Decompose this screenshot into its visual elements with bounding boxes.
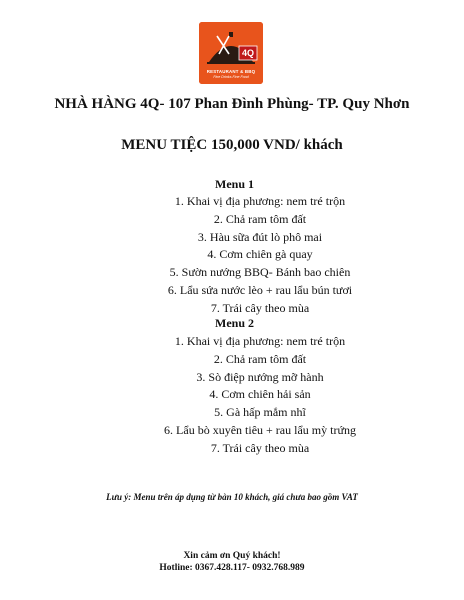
menu-1-list (160, 193, 360, 318)
hotline-text: Hotline: 0367.428.117- 0932.768.989 (159, 563, 305, 573)
menu-1-item: 6. Lẩu sứa nước lèo + rau lẩu bún tươi (167, 282, 353, 297)
logo-badge-number: 4Q (241, 48, 254, 58)
pricing-note: Lưu ý: Menu trên áp dụng từ bàn 10 khách, giá chưa bao gồm VAT (106, 492, 358, 502)
menu-1-item: 1. Khai vị địa phương: nem tré trộn (174, 194, 346, 208)
menu-1-item: 4. Cơm chiên gà quay (207, 247, 313, 262)
thank-you-text: Xin cảm ơn Quý khách! (183, 551, 281, 561)
menu-1-item: 5. Sườn nướng BBQ- Bánh bao chiên (169, 265, 351, 280)
menu-price-subtitle: MENU TIỆC 150,000 VND/ khách (121, 137, 343, 153)
menu-2-item: 7. Trái cây theo mùa (210, 440, 310, 455)
menu-1-item: 2. Chả ram tôm đất (213, 211, 307, 226)
menu-1-item: 7. Trái cây theo mùa (210, 300, 310, 315)
menu-2-list (160, 333, 360, 458)
menu-2-item: 4. Cơm chiên hải sản (209, 387, 311, 402)
page-title: NHÀ HÀNG 4Q- 107 Phan Đình Phùng- TP. Quy Nhơn (54, 96, 410, 112)
menu-2-item: 3. Sò điệp nướng mỡ hành (196, 369, 324, 384)
menu-2-heading: Menu 2 (215, 316, 254, 330)
menu-2-item: 5. Gà hấp mắm nhĩ (214, 405, 306, 420)
menu-2-item: 6. Lẩu bò xuyên tiêu + rau lẩu mỳ trứng (164, 422, 356, 437)
logo-text-line2: Fine Drinks Fine Food (213, 75, 249, 79)
menu-1-item: 3. Hàu sữa đút lò phô mai (197, 229, 323, 244)
restaurant-logo (199, 22, 263, 84)
menu-2-item: 2. Chả ram tôm đất (213, 351, 307, 366)
menu-2-item: 1. Khai vị địa phương: nem tré trộn (174, 334, 346, 348)
menu-1-heading: Menu 1 (215, 177, 254, 191)
logo-text-line1: RESTAURANT & BBQ (206, 69, 256, 74)
